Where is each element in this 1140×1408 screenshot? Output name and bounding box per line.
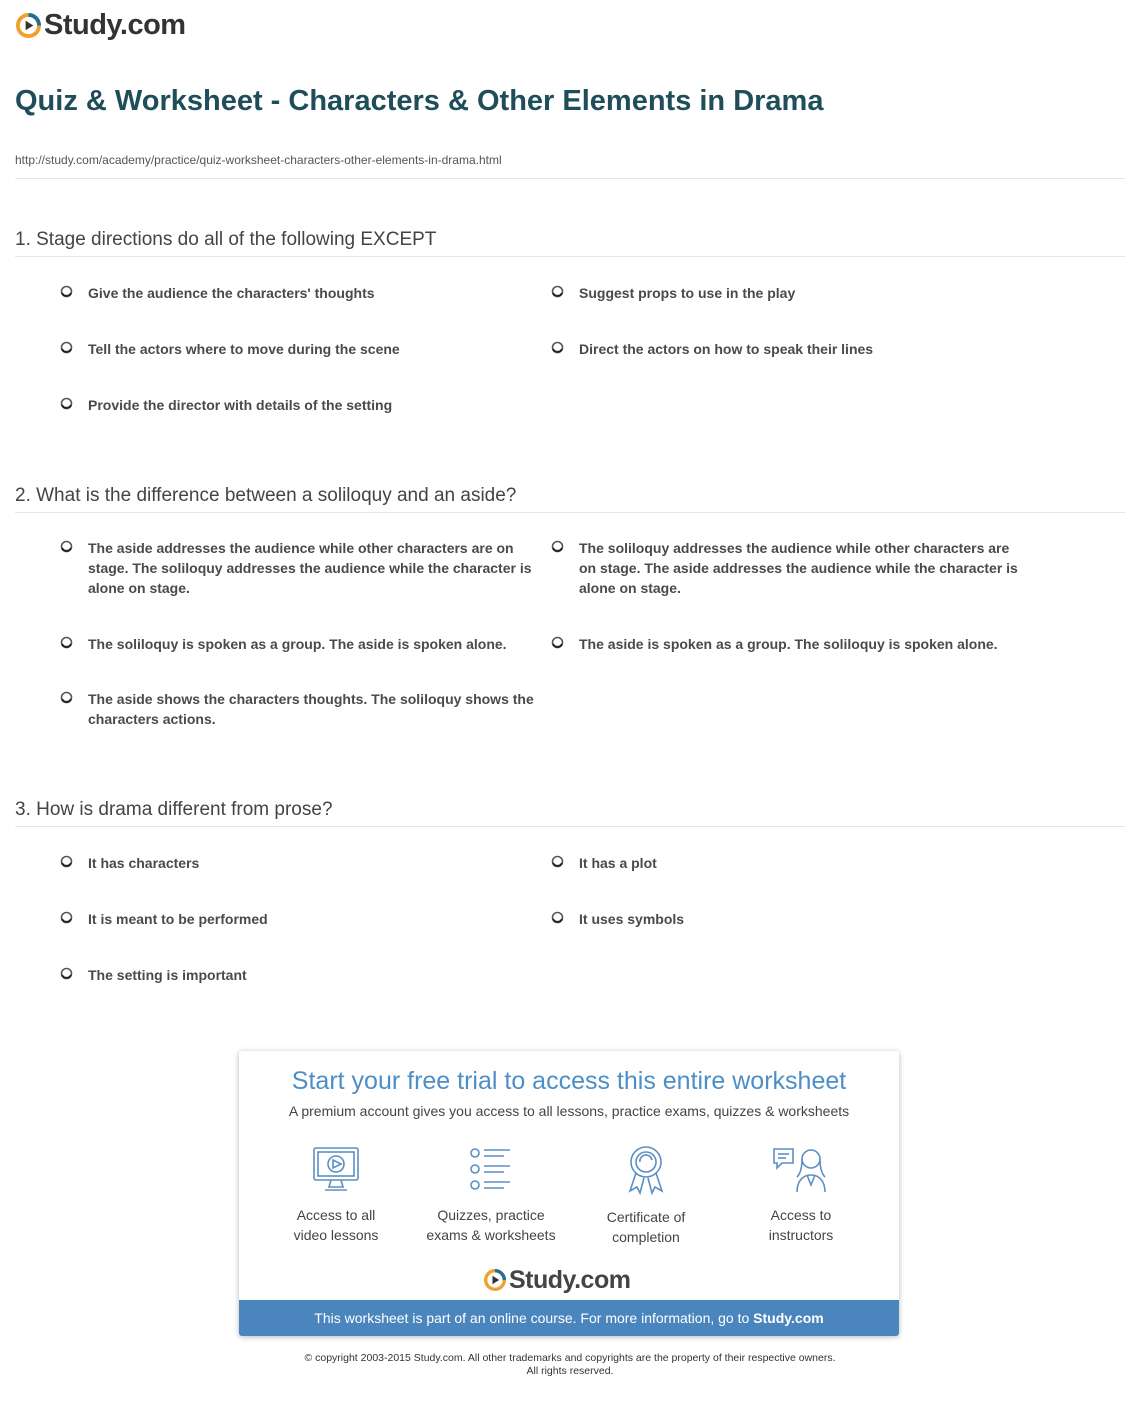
study-link[interactable]: Study.com [753, 1310, 824, 1326]
answer-option[interactable] [551, 909, 1021, 929]
answer-option[interactable] [60, 395, 530, 415]
feature-label: Certificate of [606, 1209, 686, 1225]
answer-option[interactable] [551, 538, 1026, 598]
logo-text: Study.com [509, 1266, 631, 1294]
radio-button-icon[interactable] [60, 636, 73, 649]
answer-option-text: Tell the actors where to move during the scene [88, 341, 400, 357]
radio-button-icon[interactable] [60, 911, 73, 924]
quiz-list-icon [468, 1145, 514, 1193]
study-logo[interactable] [16, 8, 186, 42]
answer-option-text: The aside addresses the audience while other characters are on stage. The soliloquy addresses the audience while the character is alone on stage. [88, 540, 532, 596]
free-trial-promo [239, 1051, 899, 1336]
answer-option-text: Direct the actors on how to speak their lines [579, 341, 874, 357]
answer-option-text: The aside shows the characters thoughts. The soliloquy shows the characters actions. [88, 691, 534, 727]
feature-label: Access to all [296, 1207, 376, 1223]
answer-option-text: It uses symbols [579, 911, 685, 927]
radio-button-icon[interactable] [60, 397, 73, 410]
answer-option[interactable] [551, 853, 1021, 873]
answer-option[interactable] [60, 965, 530, 985]
feature-label: Access to [770, 1207, 832, 1223]
course-info-bar [239, 1300, 899, 1336]
feature-label: Quizzes, practice [437, 1207, 545, 1223]
question-1-title: 1. Stage directions do all of the following EXCEPT [15, 229, 437, 250]
answer-option[interactable] [60, 283, 530, 303]
copyright [0, 1352, 1140, 1378]
divider [15, 178, 1125, 179]
answer-option[interactable] [60, 853, 530, 873]
answer-option-text: The setting is important [88, 967, 247, 983]
page-title: Quiz & Worksheet - Characters & Other Elements in Drama [15, 85, 824, 117]
radio-button-icon[interactable] [551, 285, 564, 298]
promo-subheading: A premium account gives you access to all lessons, practice exams, quizzes & worksheets [288, 1103, 850, 1119]
answer-option[interactable] [60, 909, 530, 929]
answer-option[interactable] [60, 634, 535, 654]
answer-option-text: It has characters [88, 855, 200, 871]
feature-video-lessons [256, 1145, 416, 1245]
answer-option[interactable] [60, 538, 535, 598]
radio-button-icon[interactable] [551, 636, 564, 649]
feature-quizzes [411, 1145, 571, 1245]
radio-button-icon[interactable] [60, 341, 73, 354]
video-lesson-icon [311, 1145, 361, 1193]
certificate-icon [626, 1145, 666, 1195]
feature-label: exams & worksheets [426, 1227, 556, 1243]
radio-button-icon[interactable] [60, 691, 73, 704]
question-2-title: 2. What is the difference between a soliloquy and an aside? [15, 485, 517, 506]
answer-option[interactable] [551, 339, 1021, 359]
feature-instructors [721, 1145, 881, 1245]
feature-label: completion [612, 1229, 680, 1245]
answer-option[interactable] [551, 283, 1021, 303]
feature-certificate [566, 1145, 726, 1247]
answer-option-text: The aside is spoken as a group. The soliloquy is spoken alone. [579, 636, 998, 652]
answer-option-text: It has a plot [579, 855, 657, 871]
radio-button-icon[interactable] [551, 540, 564, 553]
answer-option[interactable] [60, 339, 530, 359]
answer-option-text: Provide the director with details of the setting [88, 397, 393, 413]
promo-study-logo[interactable] [484, 1263, 630, 1297]
course-info-text: This worksheet is part of an online course. For more information, go to [314, 1310, 750, 1326]
copyright-line: © copyright 2003-2015 Study.com. All other trademarks and copyrights are the property of their respective owners. [304, 1352, 836, 1364]
radio-button-icon[interactable] [551, 341, 564, 354]
radio-button-icon[interactable] [60, 967, 73, 980]
radio-button-icon[interactable] [60, 855, 73, 868]
question-3-title: 3. How is drama different from prose? [15, 799, 333, 820]
radio-button-icon[interactable] [551, 911, 564, 924]
logo-text: Study.com [44, 9, 186, 41]
instructor-icon [771, 1145, 831, 1193]
feature-label: instructors [768, 1227, 834, 1243]
play-circle-logo-icon [484, 1269, 506, 1291]
answer-option[interactable] [60, 689, 535, 729]
radio-button-icon[interactable] [60, 285, 73, 298]
play-circle-logo-icon [16, 13, 41, 38]
divider [15, 512, 1125, 513]
answer-option[interactable] [551, 634, 1026, 654]
promo-heading[interactable]: Start your free trial to access this entire worksheet [291, 1067, 847, 1095]
answer-option-text: The soliloquy addresses the audience while other characters are on stage. The aside addresses the audience while the character is alone on stage. [579, 540, 1018, 596]
answer-option-text: The soliloquy is spoken as a group. The aside is spoken alone. [88, 636, 507, 652]
copyright-line: All rights reserved. [526, 1365, 614, 1377]
radio-button-icon[interactable] [60, 540, 73, 553]
answer-option-text: Give the audience the characters' thoughts [88, 285, 375, 301]
radio-button-icon[interactable] [551, 855, 564, 868]
answer-option-text: Suggest props to use in the play [579, 285, 796, 301]
divider [15, 256, 1125, 257]
answer-option-text: It is meant to be performed [88, 911, 268, 927]
feature-label: video lessons [293, 1227, 379, 1243]
divider [15, 826, 1125, 827]
page-url[interactable]: http://study.com/academy/practice/quiz-worksheet-characters-other-elements-in-drama.html [15, 153, 502, 167]
